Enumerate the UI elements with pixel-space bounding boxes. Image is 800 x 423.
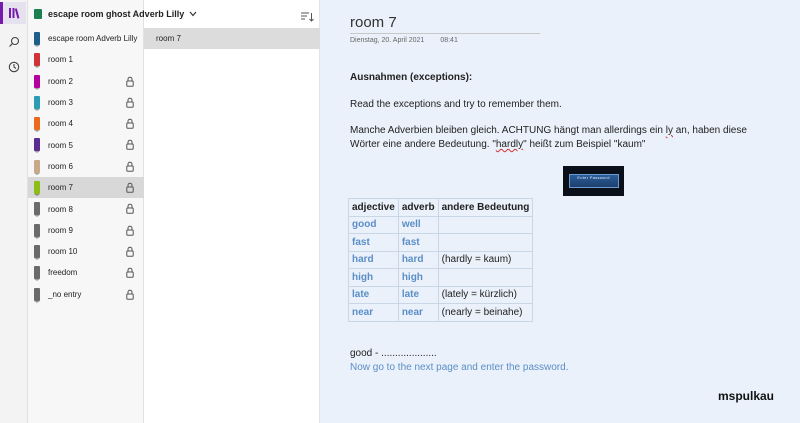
explanation-part-3: " heißt zum Beispiel "kaum" bbox=[523, 139, 646, 150]
lock-icon bbox=[126, 182, 134, 193]
adjective-cell: high bbox=[349, 269, 399, 287]
adverb-cell: high bbox=[398, 269, 438, 287]
table-row bbox=[349, 251, 533, 269]
section-item[interactable] bbox=[28, 241, 144, 262]
meaning-cell: (nearly = beinahe) bbox=[438, 304, 533, 322]
section-item-label: room 10 bbox=[48, 247, 78, 257]
adjective-cell: fast bbox=[349, 234, 399, 252]
page-date-text: Dienstag, 20. April 2021 bbox=[350, 37, 425, 44]
section-item-label: escape room Adverb Lilly bbox=[48, 34, 138, 44]
section-item[interactable] bbox=[28, 49, 144, 70]
section-item-label: _no entry bbox=[48, 289, 82, 299]
lock-icon bbox=[126, 267, 134, 278]
lock-icon bbox=[126, 139, 134, 150]
section-color-tab bbox=[34, 117, 40, 130]
chevron-down-icon bbox=[189, 10, 197, 19]
section-color-tab bbox=[34, 266, 40, 279]
adjective-cell: good bbox=[349, 216, 399, 234]
column-header-adjective: adjective bbox=[349, 199, 399, 217]
section-item[interactable] bbox=[28, 177, 144, 198]
section-color-tab bbox=[34, 202, 40, 215]
answer-line: good - .................... bbox=[350, 348, 437, 359]
table-row bbox=[349, 304, 533, 322]
section-item[interactable] bbox=[28, 92, 144, 113]
adjective-cell: late bbox=[349, 286, 399, 304]
lock-icon bbox=[126, 246, 134, 257]
sections-pane bbox=[28, 0, 185, 423]
section-color-tab bbox=[34, 53, 40, 66]
notebook-switcher[interactable] bbox=[28, 0, 318, 28]
section-item-label: room 1 bbox=[48, 55, 73, 65]
adverb-cell: well bbox=[398, 216, 438, 234]
enter-password-image[interactable] bbox=[563, 166, 624, 196]
page-item-label: room 7 bbox=[156, 34, 181, 43]
section-color-tab bbox=[34, 75, 40, 88]
adjective-cell: near bbox=[349, 304, 399, 322]
page-item-room-7[interactable] bbox=[144, 28, 320, 49]
section-item[interactable] bbox=[28, 28, 144, 49]
table-row bbox=[349, 234, 533, 252]
table-row bbox=[349, 216, 533, 234]
page-date bbox=[350, 37, 458, 44]
section-item-label: room 5 bbox=[48, 140, 73, 150]
lock-icon bbox=[126, 76, 134, 87]
section-list bbox=[28, 28, 144, 305]
section-item[interactable] bbox=[28, 284, 144, 305]
pages-pane bbox=[144, 0, 320, 423]
enter-password-image-text: Enter Password bbox=[569, 174, 619, 188]
meaning-cell bbox=[438, 234, 533, 252]
lock-icon bbox=[126, 225, 134, 236]
spellcheck-word-hardly: hardly bbox=[495, 139, 524, 150]
section-item-label: room 6 bbox=[48, 161, 73, 171]
spellcheck-word-ly: ly bbox=[665, 125, 673, 136]
explanation-part-1: Manche Adverbien bleiben gleich. ACHTUNG hängt man allerdings ein bbox=[350, 125, 666, 136]
section-item[interactable] bbox=[28, 198, 144, 219]
section-item[interactable] bbox=[28, 134, 144, 155]
meaning-cell bbox=[438, 269, 533, 287]
section-item[interactable] bbox=[28, 220, 144, 241]
app-rail bbox=[0, 0, 28, 423]
section-color-tab bbox=[34, 138, 40, 151]
next-page-hint: Now go to the next page and enter the password. bbox=[350, 362, 569, 373]
table-header-row bbox=[349, 199, 533, 217]
author-watermark: mspulkau bbox=[718, 389, 775, 403]
section-item[interactable] bbox=[28, 262, 144, 283]
section-item-label: room 4 bbox=[48, 119, 73, 129]
section-color-tab bbox=[34, 288, 40, 301]
section-color-tab bbox=[34, 181, 40, 194]
notebooks-icon[interactable] bbox=[2, 2, 26, 24]
section-item[interactable] bbox=[28, 71, 144, 92]
page-canvas[interactable] bbox=[320, 0, 800, 423]
column-header-meaning: andere Bedeutung bbox=[438, 199, 533, 217]
adverb-cell: fast bbox=[398, 234, 438, 252]
section-item-label: room 7 bbox=[48, 183, 73, 193]
instruction-text: Read the exceptions and try to remember them. bbox=[350, 99, 562, 110]
explanation-text bbox=[350, 124, 770, 152]
section-color-tab bbox=[34, 32, 40, 45]
section-item[interactable] bbox=[28, 113, 144, 134]
adverb-table bbox=[348, 198, 533, 322]
search-icon[interactable] bbox=[2, 31, 26, 53]
section-item-label: room 3 bbox=[48, 98, 73, 108]
notebook-name: escape room ghost Adverb Lilly bbox=[48, 9, 185, 19]
title-divider bbox=[350, 33, 540, 34]
notebook-icon bbox=[34, 9, 42, 19]
meaning-cell bbox=[438, 216, 533, 234]
page-time-text: 08:41 bbox=[440, 37, 458, 44]
section-item-label: room 8 bbox=[48, 204, 73, 214]
lock-icon bbox=[126, 161, 134, 172]
meaning-cell: (lately = kürzlich) bbox=[438, 286, 533, 304]
section-item-label: freedom bbox=[48, 268, 78, 278]
section-item[interactable] bbox=[28, 156, 144, 177]
adverb-cell: near bbox=[398, 304, 438, 322]
recent-icon[interactable] bbox=[2, 56, 26, 78]
section-item-label: room 9 bbox=[48, 225, 73, 235]
adverb-cell: hard bbox=[398, 251, 438, 269]
table-row bbox=[349, 286, 533, 304]
section-color-tab bbox=[34, 245, 40, 258]
table-row bbox=[349, 269, 533, 287]
lock-icon bbox=[126, 118, 134, 129]
lock-icon bbox=[126, 203, 134, 214]
exceptions-heading: Ausnahmen (exceptions): bbox=[350, 72, 473, 83]
section-color-tab bbox=[34, 224, 40, 237]
section-color-tab bbox=[34, 160, 40, 173]
adjective-cell: hard bbox=[349, 251, 399, 269]
adverb-cell: late bbox=[398, 286, 438, 304]
column-header-adverb: adverb bbox=[398, 199, 438, 217]
page-title[interactable]: room 7 bbox=[350, 14, 397, 31]
lock-icon bbox=[126, 97, 134, 108]
meaning-cell: (hardly = kaum) bbox=[438, 251, 533, 269]
explanation-part-2: an, haben diese Wörter eine andere Bedeutung. " bbox=[350, 125, 747, 150]
lock-icon bbox=[126, 289, 134, 300]
section-color-tab bbox=[34, 96, 40, 109]
section-item-label: room 2 bbox=[48, 76, 73, 86]
